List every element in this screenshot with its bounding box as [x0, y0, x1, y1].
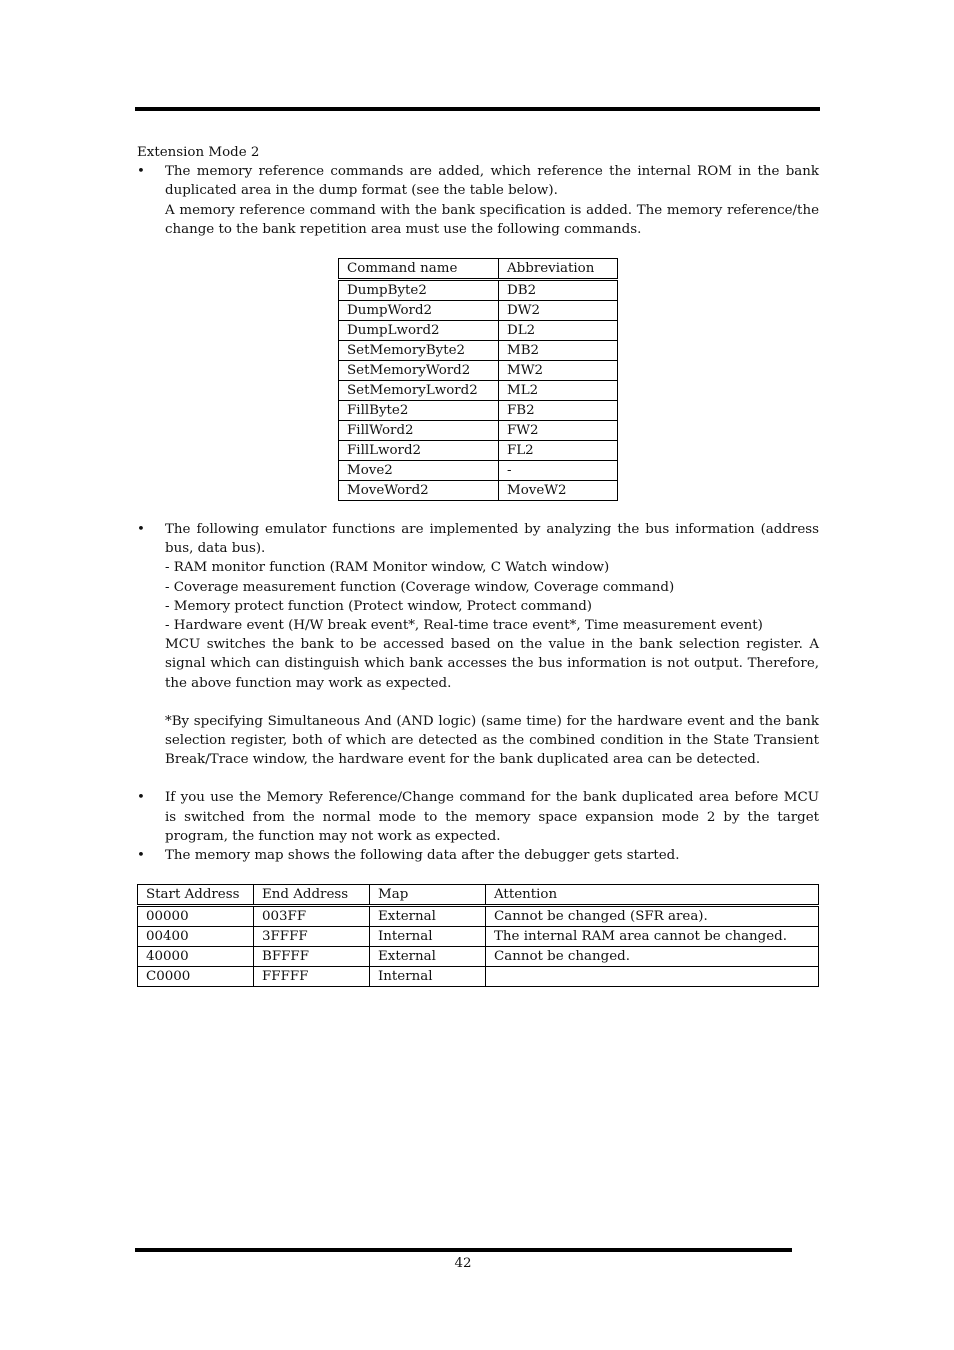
- table-row: [138, 947, 819, 967]
- table-row: [339, 321, 618, 341]
- table-cell: MB2: [499, 341, 618, 361]
- bullet-mode-switch-warning: [137, 788, 819, 846]
- bullet-memory-reference: [137, 162, 819, 239]
- table-cell: -: [499, 461, 618, 481]
- bullet-icon: •: [137, 522, 145, 538]
- bullet2-paragraph2: MCU switches the bank to be accessed based on the value in the bank selection register. A signal which can distinguish which bank accesses the bus information is not output. Therefore, the above function may work as expected.: [165, 637, 819, 691]
- table-cell: Move2: [339, 461, 499, 481]
- table-row: [339, 401, 618, 421]
- table-cell: 00000: [138, 906, 254, 927]
- table-row: [339, 280, 618, 301]
- table-row: [339, 481, 618, 501]
- table-cell: FFFFF: [254, 967, 370, 987]
- bullet-icon: •: [137, 848, 145, 864]
- table-row: [138, 927, 819, 947]
- table-cell: 00400: [138, 927, 254, 947]
- bullet-emulator-functions: [137, 520, 819, 769]
- table-cell: Internal: [370, 967, 486, 987]
- table-cell: C0000: [138, 967, 254, 987]
- table-row: [339, 381, 618, 401]
- table-cell: 003FF: [254, 906, 370, 927]
- table-cell: FB2: [499, 401, 618, 421]
- table-row: [339, 421, 618, 441]
- table-cell: FL2: [499, 441, 618, 461]
- column-header: Command name: [339, 259, 499, 280]
- table-cell: DL2: [499, 321, 618, 341]
- table-cell: DB2: [499, 280, 618, 301]
- page-content: [137, 143, 819, 987]
- table-row: [339, 301, 618, 321]
- table-cell: The internal RAM area cannot be changed.: [486, 927, 819, 947]
- column-header: Attention: [486, 885, 819, 906]
- column-header: Abbreviation: [499, 259, 618, 280]
- table-header-row: [138, 885, 819, 906]
- bullet4-text: The memory map shows the following data after the debugger gets started.: [165, 848, 680, 864]
- bullet-icon: •: [137, 790, 145, 806]
- bullet2-intro: The following emulator functions are implemented by analyzing the bus information (address bus, data bus).: [165, 522, 819, 557]
- command-table: [338, 258, 618, 501]
- column-header: Start Address: [138, 885, 254, 906]
- table-cell: SetMemoryLword2: [339, 381, 499, 401]
- table-row: [339, 341, 618, 361]
- memory-map-table: [137, 884, 819, 987]
- table-cell: FW2: [499, 421, 618, 441]
- table-row: [339, 441, 618, 461]
- table-header-row: [339, 259, 618, 280]
- function-list-item: - Memory protect function (Protect window, Protect command): [165, 598, 592, 614]
- function-list-item: - Coverage measurement function (Coverage window, Coverage command): [165, 579, 675, 595]
- table-cell: BFFFF: [254, 947, 370, 967]
- table-row: [138, 967, 819, 987]
- bullet1-paragraph1: The memory reference commands are added, which reference the internal ROM in the bank duplicated area in the dump format (see the table below).: [165, 164, 819, 199]
- table-cell: DumpLword2: [339, 321, 499, 341]
- bullet-icon: •: [137, 164, 145, 180]
- function-list-item: - Hardware event (H/W break event*, Real-time trace event*, Time measurement event): [165, 618, 763, 634]
- table-cell: Cannot be changed (SFR area).: [486, 906, 819, 927]
- table-cell: FillLword2: [339, 441, 499, 461]
- table-cell: 40000: [138, 947, 254, 967]
- table-cell: MoveWord2: [339, 481, 499, 501]
- table-cell: SetMemoryWord2: [339, 361, 499, 381]
- table-cell: SetMemoryByte2: [339, 341, 499, 361]
- table-row: [138, 906, 819, 927]
- table-cell: External: [370, 947, 486, 967]
- table-cell: FillByte2: [339, 401, 499, 421]
- table-cell: MoveW2: [499, 481, 618, 501]
- table-row: [339, 361, 618, 381]
- page-number: 42: [454, 1256, 472, 1271]
- function-list-item: - RAM monitor function (RAM Monitor window, C Watch window): [165, 560, 610, 576]
- bullet-memory-map: [137, 846, 819, 865]
- table-cell: DumpByte2: [339, 280, 499, 301]
- bullet2-footnote: *By specifying Simultaneous And (AND logic) (same time) for the hardware event and the bank selection register, both of which are detected as the combined condition in the State Transient Break/Trace window, the hardware event for the bank duplicated area can be detected.: [165, 713, 819, 768]
- table-cell: Cannot be changed.: [486, 947, 819, 967]
- column-header: End Address: [254, 885, 370, 906]
- footer-rule: [135, 1248, 792, 1252]
- table-cell: Internal: [370, 927, 486, 947]
- header-rule: [135, 107, 820, 111]
- table-cell: External: [370, 906, 486, 927]
- table-cell: DumpWord2: [339, 301, 499, 321]
- table-cell: MW2: [499, 361, 618, 381]
- table-cell: 3FFFF: [254, 927, 370, 947]
- section-title: Extension Mode 2: [137, 145, 260, 160]
- table-cell: [486, 967, 819, 987]
- table-cell: ML2: [499, 381, 618, 401]
- column-header: Map: [370, 885, 486, 906]
- table-row: [339, 461, 618, 481]
- bullet1-paragraph2: A memory reference command with the bank specification is added. The memory reference/the change to the bank repetition area must use the following commands.: [165, 202, 819, 237]
- bullet3-text: If you use the Memory Reference/Change command for the bank duplicated area before MCU is switched from the normal mode to the memory space expansion mode 2 by the target program, the function may not work as expected.: [165, 790, 819, 844]
- table-cell: DW2: [499, 301, 618, 321]
- table-cell: FillWord2: [339, 421, 499, 441]
